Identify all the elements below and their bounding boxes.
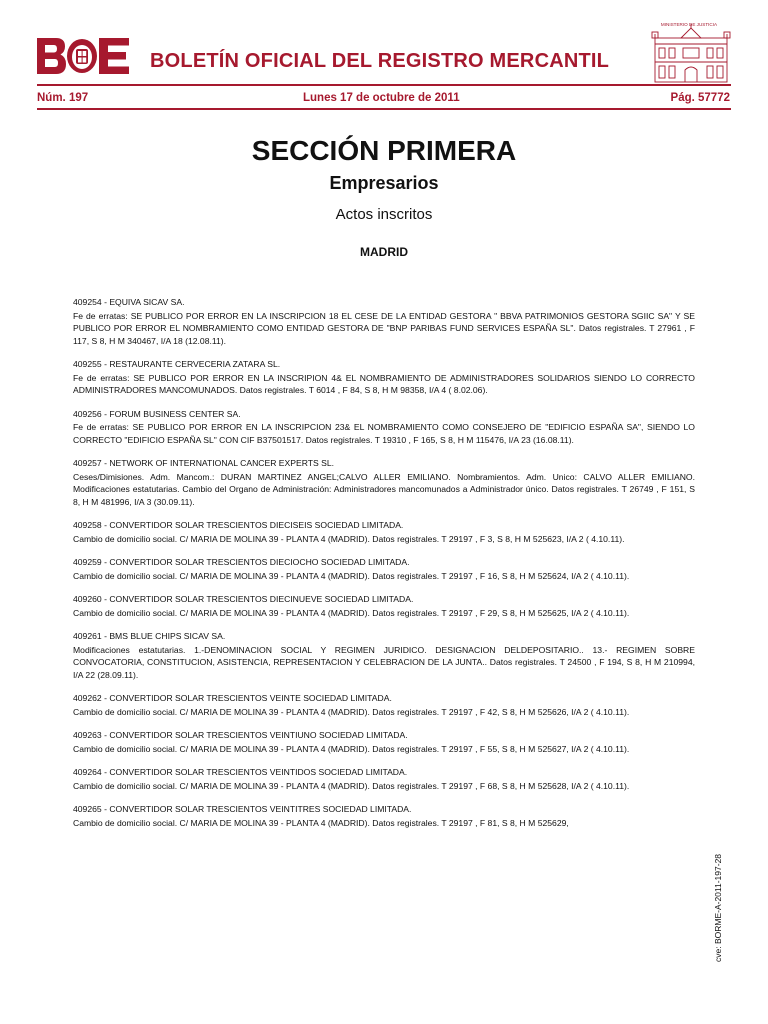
list-item	[73, 630, 695, 681]
list-item	[73, 593, 695, 619]
entry-title: 409263 - CONVERTIDOR SOLAR TRESCIENTOS VEINTIUNO SOCIEDAD LIMITADA.	[73, 730, 408, 740]
entry-body: Cambio de domicilio social. C/ MARIA DE MOLINA 39 - PLANTA 4 (MADRID). Datos registrales. T 29197 , F 29, S 8, H M 525625, I/A 2 ( 4.10.11).	[73, 607, 630, 618]
entry-title: 409264 - CONVERTIDOR SOLAR TRESCIENTOS VEINTIDOS SOCIEDAD LIMITADA.	[73, 767, 408, 777]
entry-title: 409254 - EQUIVA SICAV SA.	[73, 297, 185, 307]
entry-title: 409259 - CONVERTIDOR SOLAR TRESCIENTOS DIECIOCHO SOCIEDAD LIMITADA.	[73, 557, 410, 567]
list-item	[73, 457, 695, 508]
list-item	[73, 408, 695, 447]
entry-body: Fe de erratas: SE PUBLICO POR ERROR EN LA INSCRIPCION 23& EL NOMBRAMIENTO COMO CONSEJERO DE "EDIFICIO ESPAÑA SA", SIENDO LO CORRECTO "EDIFICIO ESPAÑA SL" CON CIF B37501517. Datos registrales. T 19310 , F 165, S 8, H M 115476, I/A 23 (16.08.11).	[73, 422, 695, 445]
entry-body: Cambio de domicilio social. C/ MARIA DE MOLINA 39 - PLANTA 4 (MADRID). Datos registrales. T 29197 , F 16, S 8, H M 525624, I/A 2 ( 4.10.11).	[73, 570, 630, 581]
acts-heading: Actos inscritos	[335, 206, 433, 223]
list-item	[73, 766, 695, 792]
list-item	[73, 729, 695, 755]
ministry-label: MINISTERIO DE JUSTICIA	[660, 22, 718, 27]
entry-title: 409257 - NETWORK OF INTERNATIONAL CANCER EXPERTS SL.	[73, 458, 335, 468]
entry-body: Fe de erratas: SE PUBLICO POR ERROR EN LA INSCRIPCION 18 EL CESE DE LA ENTIDAD GESTORA " BBVA PATRIMONIOS GESTORA SGIIC SA" Y SE PUBLICO POR ERROR EL NOMBRAMIENTO COMO ENTIDAD GESTORA DE "BNP PARIBAS FUND SERVICES ESPAÑA SL". Datos registrales. T 27961 , F 117, S 8, H M 340467, I/A 18 (12.08.11).	[73, 310, 695, 346]
subsection-title: Empresarios	[329, 173, 439, 193]
list-item	[73, 296, 695, 347]
entry-body: Cambio de domicilio social. C/ MARIA DE MOLINA 39 - PLANTA 4 (MADRID). Datos registrales. T 29197 , F 55, S 8, H M 525627, I/A 2 ( 4.10.11).	[73, 743, 630, 754]
page-number: Pág. 57772	[670, 92, 730, 104]
entry-title: 409265 - CONVERTIDOR SOLAR TRESCIENTOS VEINTITRES SOCIEDAD LIMITADA.	[73, 804, 412, 814]
coat-of-arms-icon	[67, 39, 97, 73]
header-rule-top	[37, 84, 731, 86]
section-title: SECCIÓN PRIMERA	[251, 135, 517, 166]
list-item	[73, 519, 695, 545]
entry-body: Ceses/Dimisiones. Adm. Mancom.: DURAN MARTINEZ ANGEL;CALVO ALLER EMILIANO. Nombramientos. Adm. Unico: CALVO ALLER EMILIANO. Modificaciones estatutarias. Cambio del Organo de Administración: Administradores mancomunados a Administrador único. Datos registrales. T 26749 , F 151, S 8, H M 481996, I/A 3 (30.09.11).	[73, 471, 695, 507]
issue-date: Lunes 17 de octubre de 2011	[303, 92, 460, 104]
entry-title: 409255 - RESTAURANTE CERVECERIA ZATARA SL.	[73, 359, 281, 369]
entry-body: Cambio de domicilio social. C/ MARIA DE MOLINA 39 - PLANTA 4 (MADRID). Datos registrales. T 29197 , F 42, S 8, H M 525626, I/A 2 ( 4.10.11).	[73, 706, 630, 717]
entry-title: 409262 - CONVERTIDOR SOLAR TRESCIENTOS VEINTE SOCIEDAD LIMITADA.	[73, 693, 392, 703]
cve-code: cve: BORME-A-2011-197-28	[713, 853, 723, 962]
entry-title: 409261 - BMS BLUE CHIPS SICAV SA.	[73, 631, 226, 641]
boe-logo	[37, 38, 129, 74]
list-item	[73, 358, 695, 397]
journal-title: BOLETÍN OFICIAL DEL REGISTRO MERCANTIL	[150, 50, 610, 72]
province-heading: MADRID	[360, 245, 408, 259]
entry-title: 409258 - CONVERTIDOR SOLAR TRESCIENTOS DIECISEIS SOCIEDAD LIMITADA.	[73, 520, 404, 530]
entry-title: 409260 - CONVERTIDOR SOLAR TRESCIENTOS DIECINUEVE SOCIEDAD LIMITADA.	[73, 594, 414, 604]
entry-body: Fe de erratas: SE PUBLICO POR ERROR EN LA INSCRIPION 4& EL NOMBRAMIENTO DE ADMINISTRADORES SOLIDARIOS SIENDO LO CORRECTO ADMINISTRADORES MANCOMUNADOS. Datos registrales. T 6014 , F 84, S 8, H M 98358, I/A 4 ( 8.02.06).	[73, 372, 695, 395]
list-item	[73, 692, 695, 718]
ministry-building-icon	[651, 18, 731, 84]
entry-body: Modificaciones estatutarias. 1.-DENOMINACION SOCIAL Y REGIMEN JURIDICO. DESIGNACION DELDEPOSITARIO.. 13.- REGIMEN SOBRE CONVOCATORIA, CONSTITUCION, ASISTENCIA, REPRESENTACION Y CELEBRACION DE LA JUNTA.. Datos registrales. T 24500 , F 194, S 8, H M 210994, I/A 22 (28.09.11).	[73, 644, 695, 680]
entry-title: 409256 - FORUM BUSINESS CENTER SA.	[73, 408, 241, 419]
entry-body: Cambio de domicilio social. C/ MARIA DE MOLINA 39 - PLANTA 4 (MADRID). Datos registrales. T 29197 , F 81, S 8, H M 525629,	[73, 817, 569, 828]
entries-list	[73, 296, 695, 840]
header-rule-bottom	[37, 108, 731, 110]
entry-body: Cambio de domicilio social. C/ MARIA DE MOLINA 39 - PLANTA 4 (MADRID). Datos registrales. T 29197 , F 3, S 8, H M 525623, I/A 2 ( 4.10.11).	[73, 533, 625, 544]
entry-body: Cambio de domicilio social. C/ MARIA DE MOLINA 39 - PLANTA 4 (MADRID). Datos registrales. T 29197 , F 68, S 8, H M 525628, I/A 2 ( 4.10.11).	[73, 780, 630, 791]
list-item	[73, 803, 695, 829]
list-item	[73, 556, 695, 582]
issue-number: Núm. 197	[37, 92, 89, 104]
